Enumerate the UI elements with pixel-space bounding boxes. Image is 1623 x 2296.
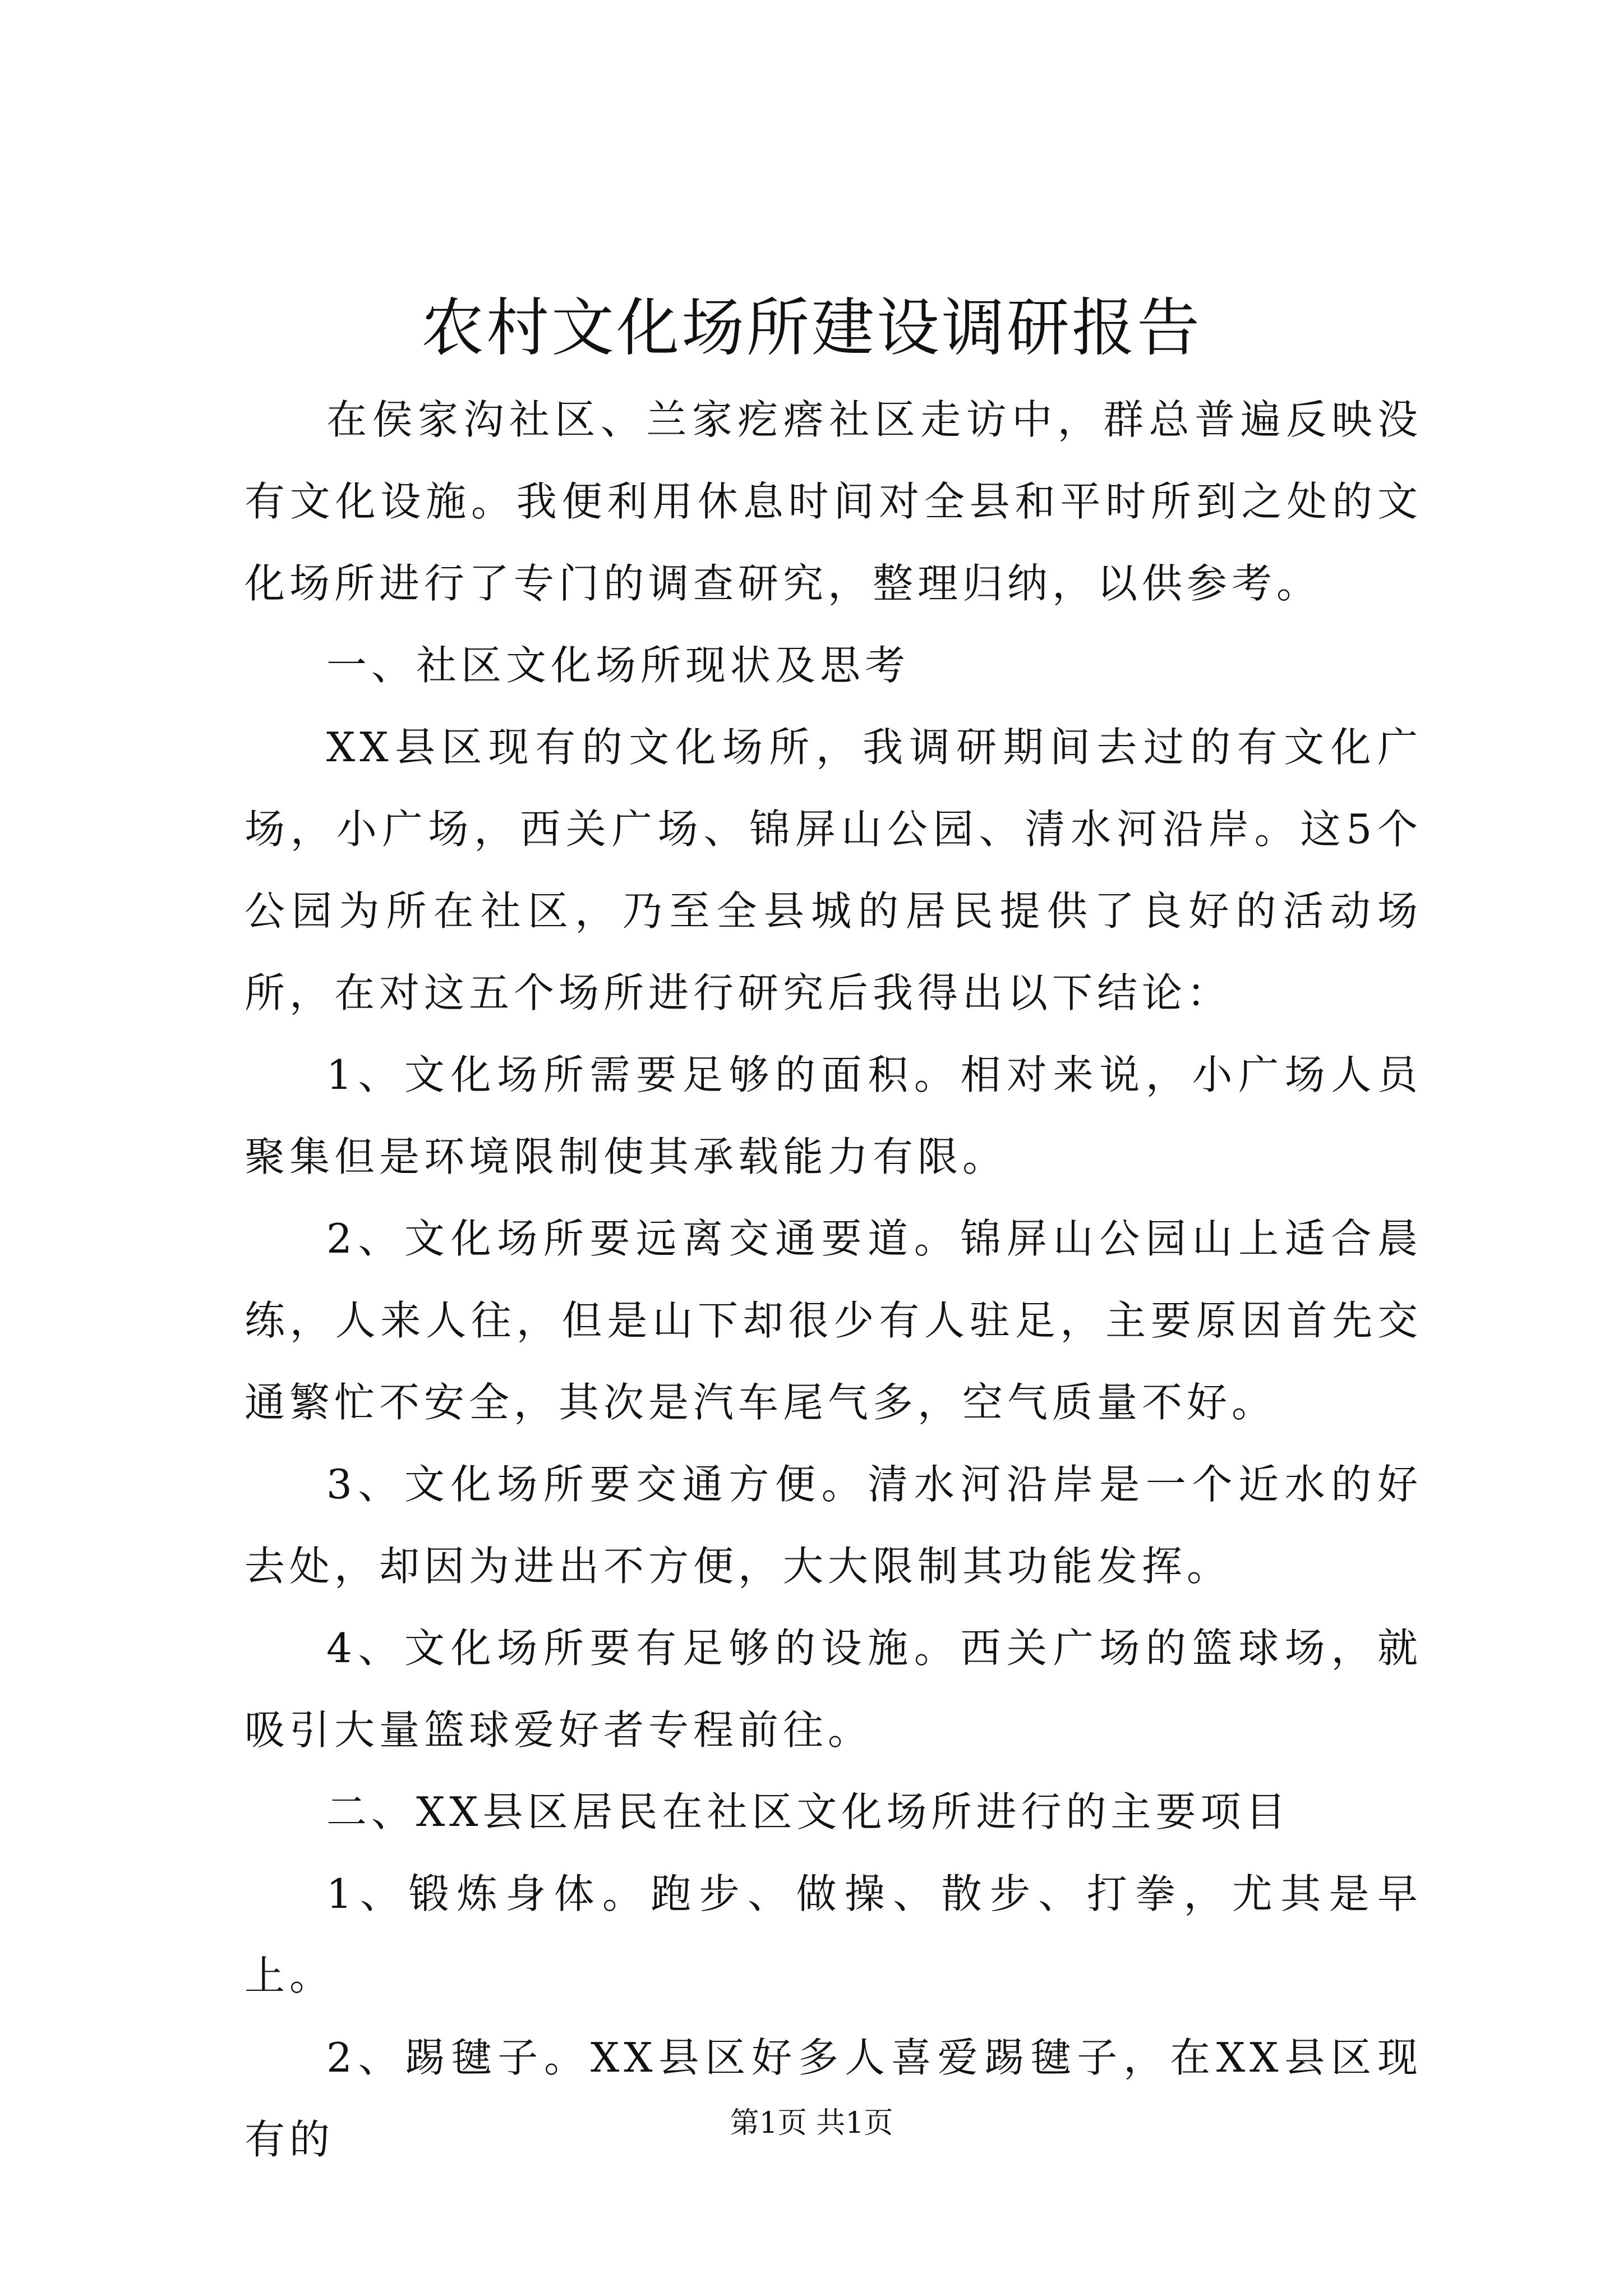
paragraph-activity-1: 1、锻炼身体。跑步、做操、散步、打拳，尤其是早上。 (245, 1870, 1422, 1999)
document-title: 农村文化场所建设调研报告 (421, 292, 1202, 365)
paragraph-intro: 在侯家沟社区、兰家疙瘩社区走访中，群总普遍反映没有文化设施。我便利用休息时间对全县和平时所到之处的文化场所进行了专门的调查研究，整理归纳，以供参考。 (245, 396, 1422, 607)
section-heading-1: 一、社区文化场所现状及思考 (326, 642, 910, 689)
paragraph-conclusion-2: 2、文化场所要远离交通要道。锦屏山公园山上适合晨练，人来人往，但是山下却很少有人驻足，主要原因首先交通繁忙不安全，其次是汽车尾气多，空气质量不好。 (245, 1215, 1422, 1426)
paragraph-activity-2: 2、踢毽子。XX县区好多人喜爱踢毽子，在XX县区现有的 (245, 2034, 1422, 2163)
paragraph-conclusion-1: 1、文化场所需要足够的面积。相对来说，小广场人员聚集但是环境限制使其承载能力有限。 (245, 1051, 1422, 1180)
paragraph-conclusion-4: 4、文化场所要有足够的设施。西关广场的篮球场，就吸引大量篮球爱好者专程前往。 (245, 1625, 1422, 1754)
paragraph-current-venues: XX县区现有的文化场所，我调研期间去过的有文化广场，小广场，西关广场、锦屏山公园、清水河沿岸。这5个公园为所在社区，乃至全县城的居民提供了良好的活动场所，在对这五个场所进行研究后我得出以下结论： (245, 724, 1422, 1016)
page-footer: 第1页 共1页 (730, 2106, 893, 2140)
document-body (245, 379, 1422, 2180)
paragraph-conclusion-3: 3、文化场所要交通方便。清水河沿岸是一个近水的好去处，却因为进出不方便，大大限制其功能发挥。 (245, 1461, 1422, 1590)
section-heading-2: 二、XX县区居民在社区文化场所进行的主要项目 (326, 1788, 1290, 1835)
